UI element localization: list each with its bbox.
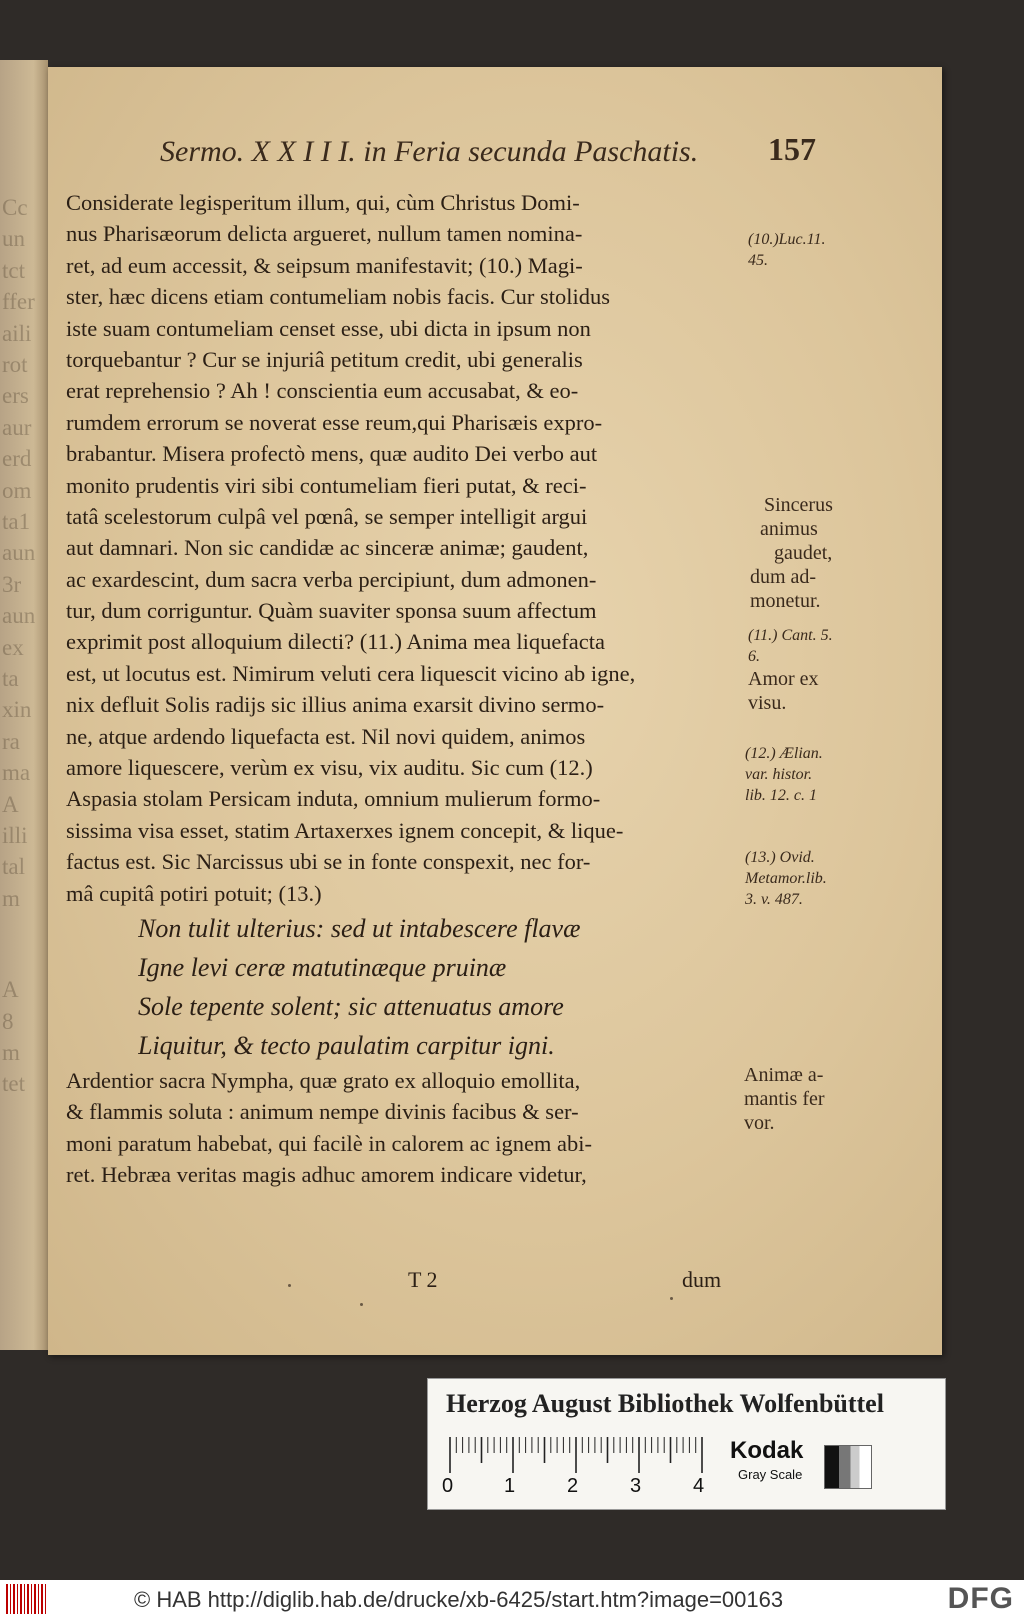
gray-scale-label: Gray Scale [738, 1467, 803, 1482]
barcode-icon [6, 1584, 48, 1614]
ruler-scale [446, 1435, 706, 1475]
text-line: ne, atque ardendo liquefacta est. Nil novi quidem, animos [66, 723, 586, 749]
running-title: Sermo. X X I I I. in Feria secunda Paschatis. [160, 135, 699, 168]
text-line: moni paratum habebat, qui facilè in calorem ac ignem abi- [66, 1130, 593, 1156]
text-line: Ardentior sacra Nympha, quæ grato ex alloquio emollita, [66, 1067, 581, 1093]
stain-dot [360, 1303, 363, 1306]
verse-line: Sole tepente solent; sic attenuatus amore [138, 991, 564, 1021]
verse-quotation [66, 909, 764, 1065]
marginal-note-13: (13.) Ovid. Metamor.lib. 3. v. 487. [745, 849, 827, 908]
text-line: ret. Hebræa veritas magis adhuc amorem indicare videtur, [66, 1162, 587, 1188]
edge-letter: aili [2, 320, 32, 346]
stain-dot [670, 1297, 673, 1300]
edge-letter: m [2, 1040, 20, 1065]
text-line: amore liquescere, verùm ex visu, vix auditu. Sic cum (12.) [66, 755, 593, 781]
edge-letter: om [2, 477, 32, 503]
text-line: aut damnari. Non sic candidæ ac sinceræ animæ; gaudent, [66, 535, 589, 561]
main-text [66, 187, 764, 1191]
kodak-logo: Kodak [730, 1437, 804, 1464]
ruler-number: 4 [693, 1475, 705, 1497]
marginal-note-10: (10.)Luc.11. 45. [748, 231, 826, 269]
edge-letter: xin [2, 697, 32, 723]
marginal-note-12: (12.) Ælian. var. histor. lib. 12. c. 1 [745, 745, 823, 804]
ruler-number: 1 [504, 1475, 516, 1497]
edge-letter: aun [2, 540, 36, 566]
edge-letter: un [2, 226, 25, 252]
text-line: Considerate legisperitum illum, qui, cùm Christus Domi- [66, 190, 580, 215]
ruler-number: 0 [442, 1475, 454, 1497]
edge-letter: A [2, 977, 19, 1003]
text-line: brabantur. Misera profectò mens, quæ audito Dei verbo aut [66, 441, 598, 467]
text-line: erat reprehensio ? Ah ! conscientia eum accusabat, & eo- [66, 378, 579, 404]
footer-bar [0, 1580, 1024, 1619]
verse-line: Igne levi ceræ matutinæque pruinæ [138, 952, 507, 982]
text-line: ret, ad eum accessit, & seipsum manifestavit; (10.) Magi- [66, 252, 583, 278]
edge-letter: aun [2, 603, 36, 629]
edge-letter: Cc [2, 195, 28, 220]
edge-letter: 3r [2, 571, 22, 597]
text-line: rumdem errorum se noverat esse reum,qui Pharisæis expro- [66, 409, 603, 435]
text-line: mâ cupitâ potiri potuit; (13.) [66, 880, 322, 906]
edge-letter: tct [2, 257, 25, 283]
edge-letter: ta [2, 666, 19, 691]
text-line: nus Pharisæorum delicta argueret, nullum tamen nomina- [66, 221, 583, 247]
text-line: exprimit post alloquium dilecti? (11.) Anima mea liquefacta [66, 629, 606, 655]
page-number: 157 [768, 131, 816, 167]
text-line: ster, hæc dicens etiam contumeliam nobis facis. Cur stolidus [66, 284, 610, 310]
edge-letter: ra [2, 728, 20, 754]
edge-letter: rot [2, 352, 28, 377]
text-line: torquebantur ? Cur se injuriâ petitum credit, ubi generalis [66, 346, 583, 372]
text-line: factus est. Sic Narcissus ubi se in fonte conspexit, nec for- [66, 849, 591, 875]
edge-letter: ex [2, 634, 24, 660]
edge-letter: ers [2, 383, 29, 409]
marginal-note-sincerus: Sincerus animus gaudet, dum ad- monetur. [750, 494, 833, 612]
text-line: iste suam contumeliam censet esse, ubi dicta in ipsum non [66, 315, 591, 341]
marginal-note-animae: Animæ a- mantis fer vor. [744, 1064, 825, 1134]
verse-line: Liquitur, & tecto paulatim carpitur igni. [138, 1030, 555, 1060]
text-line: tatâ scelestorum culpâ vel pœnâ, se semper intelligit argui [66, 503, 588, 529]
edge-letter: aur [2, 414, 32, 440]
edge-letter: illi [2, 823, 28, 848]
text-line: Aspasia stolam Persicam induta, omnium mulierum formo- [66, 786, 601, 812]
ruler-number: 3 [630, 1475, 642, 1497]
text-line: & flammis soluta : animum nempe divinis facibus & ser- [66, 1099, 579, 1125]
gray-scale-patch [824, 1445, 872, 1489]
dfg-logo: DFG [947, 1582, 1014, 1615]
library-color-chart [427, 1378, 946, 1510]
edge-letter: tal [2, 854, 25, 880]
book-page [48, 67, 942, 1355]
signature-mark: T 2 [408, 1267, 438, 1292]
stain-dot [288, 1284, 291, 1287]
edge-letter: ma [2, 760, 31, 786]
marginal-note-11: (11.) Cant. 5. 6. [748, 627, 833, 665]
library-name: Herzog August Bibliothek Wolfenbüttel [446, 1389, 884, 1418]
text-line: sissima visa esset, statim Artaxerxes ignem concepit, & lique- [66, 817, 624, 843]
text-line: nix defluit Solis radijs sic illius anima exarsit divino sermo- [66, 692, 605, 718]
marginal-note-amor: Amor ex visu. [748, 668, 819, 714]
edge-letter: erd [2, 446, 32, 472]
text-line: ac exardescint, dum sacra verba percipiunt, dum admonen- [66, 566, 597, 592]
edge-letter: A [2, 791, 19, 817]
ruler-number: 2 [567, 1475, 579, 1497]
running-header [116, 131, 816, 177]
edge-letter: ta1 [2, 509, 31, 534]
copyright-link[interactable]: © HAB http://diglib.hab.de/drucke/xb-6425/start.htm?image=00163 [134, 1587, 784, 1612]
text-line: monito prudentis viri sibi contumeliam fieri putat, & reci- [66, 472, 587, 498]
text-line: est, ut locutus est. Nimirum veluti cera liquescit vicino ab igne, [66, 660, 636, 686]
edge-letter: m [2, 885, 20, 911]
catchword: dum [682, 1267, 722, 1292]
edge-letter: ffer [2, 289, 35, 315]
verse-line: Non tulit ulterius: sed ut intabescere flavæ [138, 913, 581, 943]
edge-letter: tet [2, 1071, 25, 1097]
text-line: tur, dum corriguntur. Quàm suaviter sponsa suum affectum [66, 598, 597, 624]
edge-letter: 8 [2, 1008, 14, 1034]
previous-page-edge [0, 60, 48, 1350]
